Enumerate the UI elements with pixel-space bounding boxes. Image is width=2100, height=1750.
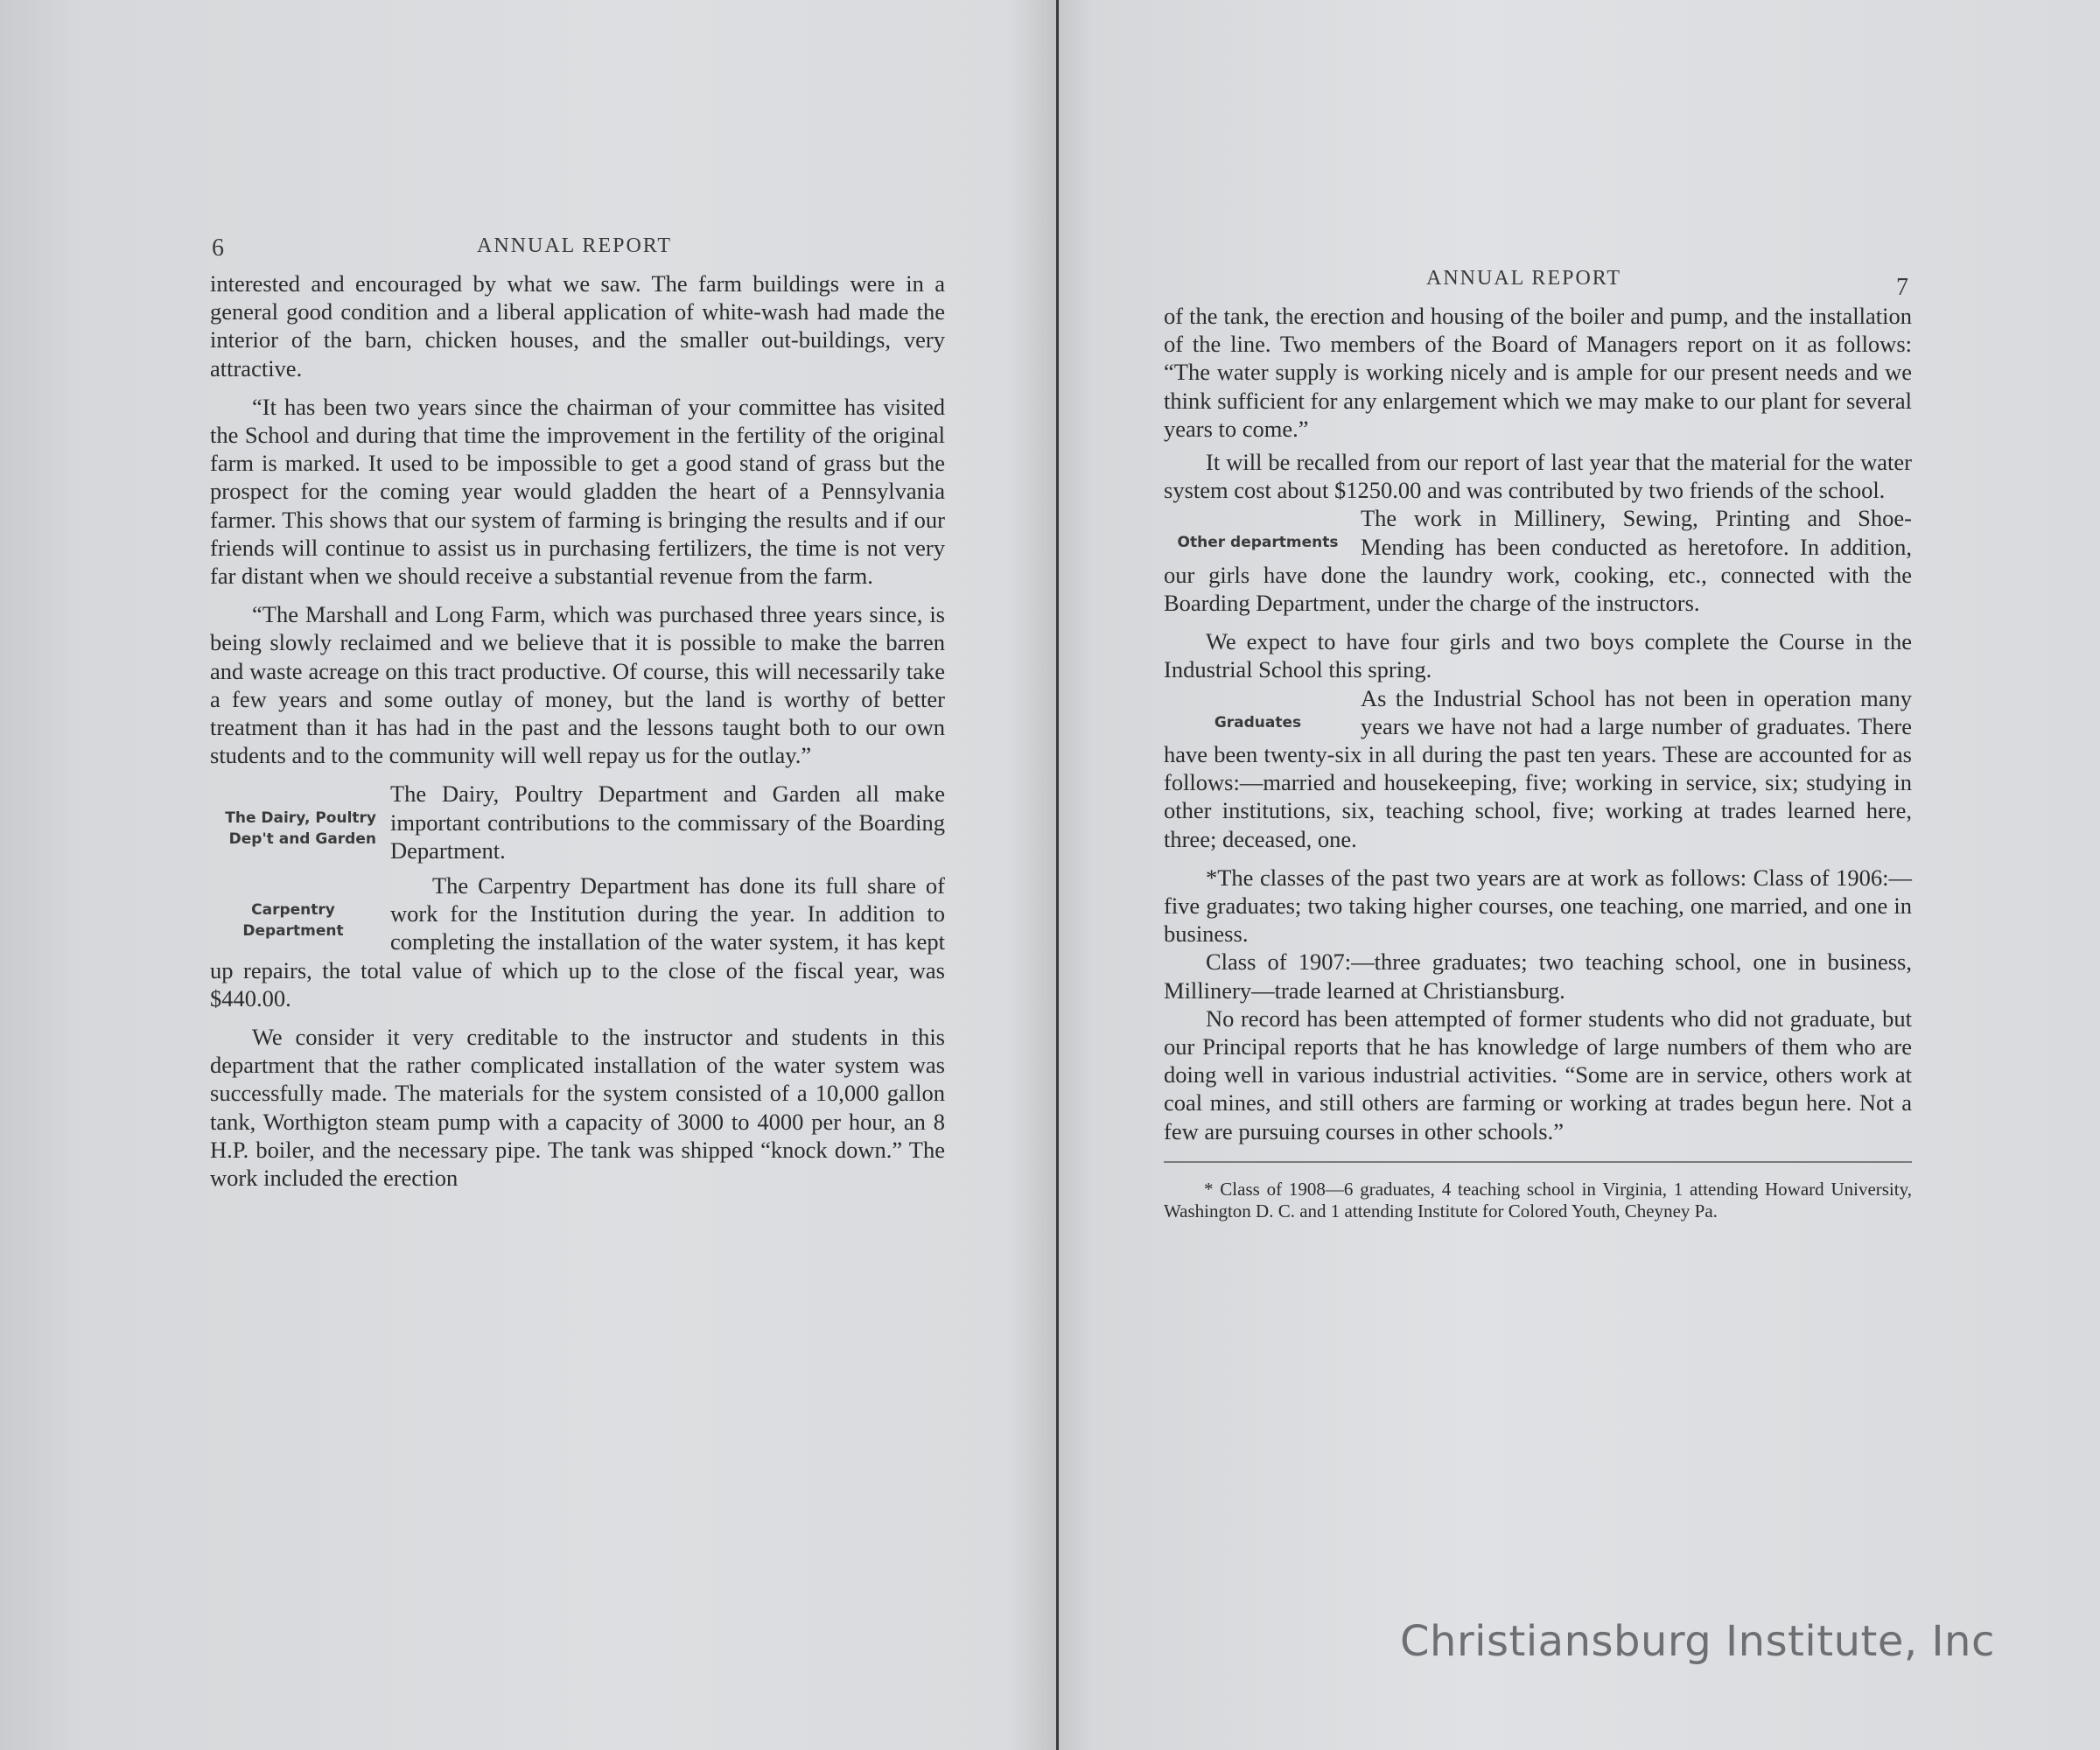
running-head-title: ANNUAL REPORT: [477, 234, 673, 257]
paragraph: The Dairy, Poultry Department and Garden all make important contributions to the commissary of the Boarding Department.: [390, 780, 945, 864]
paragraph: “The Marshall and Long Farm, which was purchased three years since, is being slowly reclaimed and we believe that it is possible to make the barren and waste acreage on this tract productive. Of course, this will necessarily take a few years and some outlay of money, but the land is worthy of better treatment than it has had in the past and the lessons taught both to our own students and to the community will well repay us for the outlay.”: [210, 601, 945, 769]
paragraph: of the tank, the erection and housing of the boiler and pump, and the installation of the line. Two members of the Board of Managers report on it as follows: “The water supply is working nicely and is ample for our present needs and we think sufficient for any enlargement which we may make to our plant for several years to come.”: [1164, 303, 1912, 442]
right-running-head: [1164, 267, 1912, 302]
right-page: [1164, 267, 1912, 1222]
paragraph: Class of 1907:—three graduates; two teaching school, one in business, Millinery—trade learned at Christiansburg.: [1164, 948, 1912, 1004]
watermark: Christiansburg Institute, Inc: [1400, 1617, 1995, 1666]
paragraph: As the Industrial School has not been in operation many years we have not had a large number of graduates. There have been twenty-six in all during the past ten years. These are accounted for as follows:—married and housekeeping, five; working in service, six; studying in other institutions, six, teaching school, five; working at trades learned here, three; deceased, one.: [1164, 684, 1912, 852]
margin-note-carpentry: Carpentry Department: [242, 901, 344, 941]
paragraph: No record has been attempted of former students who did not graduate, but our Principal reports that he has knowledge of large numbers of them who are doing well in various industrial activities. “Some are in service, others work at coal mines, and still others are farming or working at trades begun here. Not a few are pursuing courses in other schools.”: [1164, 1004, 1912, 1144]
footnote-rule: [1164, 1161, 1912, 1163]
paragraph: *The classes of the past two years are at work as follows: Class of 1906:—five graduates; two taking higher courses, one teaching, one married, and one in business.: [1164, 864, 1912, 948]
paragraph: The work in Millinery, Sewing, Printing and Shoe-Mending has been conducted as heretofore. In addition, our girls have done the laundry work, cooking, etc., connected with the Boarding Department, under the charge of the instructors.: [1164, 505, 1912, 617]
page-number: 7: [1896, 274, 1910, 301]
paragraph: The Carpentry Department has done its full share of work for the Institution during the year. In addition to completing the installation of the water system, it has kept up repairs, the total value of which up to the close of the fiscal year, was $440.00.: [210, 872, 945, 1012]
paragraph: It will be recalled from our report of last year that the material for the water system cost about $1250.00 and was contributed by two friends of the school.: [1164, 449, 1912, 504]
running-head-title: ANNUAL REPORT: [1426, 267, 1622, 290]
left-running-head: [210, 234, 945, 270]
page-number: 6: [212, 234, 226, 262]
paragraph: “It has been two years since the chairman of your committee has visited the School and during that time the improvement in the fertility of the original farm is marked. It used to be impossible to get a good stand of grass but the prospect for the coming year would gladden the heart of a Pennsylvania farmer. This shows that our system of farming is bringing the results and if our friends will continue to assist us in purchasing fertilizers, the time is not very far distant when we should receive a substantial revenue from the farm.: [210, 393, 945, 590]
margin-note-dairy: The Dairy, Poultry Dep't and Garden: [225, 809, 376, 849]
paragraph: We expect to have four girls and two boys complete the Course in the Industrial School this spring.: [1164, 628, 1912, 683]
left-page: [210, 234, 945, 1192]
paragraph: interested and encouraged by what we saw. The farm buildings were in a general good condition and a liberal application of white-wash had made the interior of the barn, chicken houses, and the smaller out-buildings, very attractive.: [210, 270, 945, 382]
footnote: * Class of 1908—6 graduates, 4 teaching school in Virginia, 1 attending Howard University, Washington D. C. and 1 attending Institute for Colored Youth, Cheyney Pa.: [1164, 1178, 1912, 1222]
paragraph: We consider it very creditable to the instructor and students in this department that the rather complicated installation of the water system was successfully made. The materials for the system consisted of a 10,000 gallon tank, Worthigton steam pump with a capacity of 3000 to 4000 per hour, an 8 H.P. boiler, and the necessary pipe. The tank was shipped “knock down.” The work included the erection: [210, 1024, 945, 1192]
section-dairy: [210, 780, 945, 864]
margin-note-graduates: Graduates: [1214, 713, 1302, 732]
section-graduates: [1164, 684, 1912, 853]
margin-note-other-departments: Other departments: [1177, 534, 1339, 552]
page-fold: [1056, 0, 1059, 1750]
section-other-departments: [1164, 504, 1912, 617]
section-carpentry: [210, 872, 945, 1012]
